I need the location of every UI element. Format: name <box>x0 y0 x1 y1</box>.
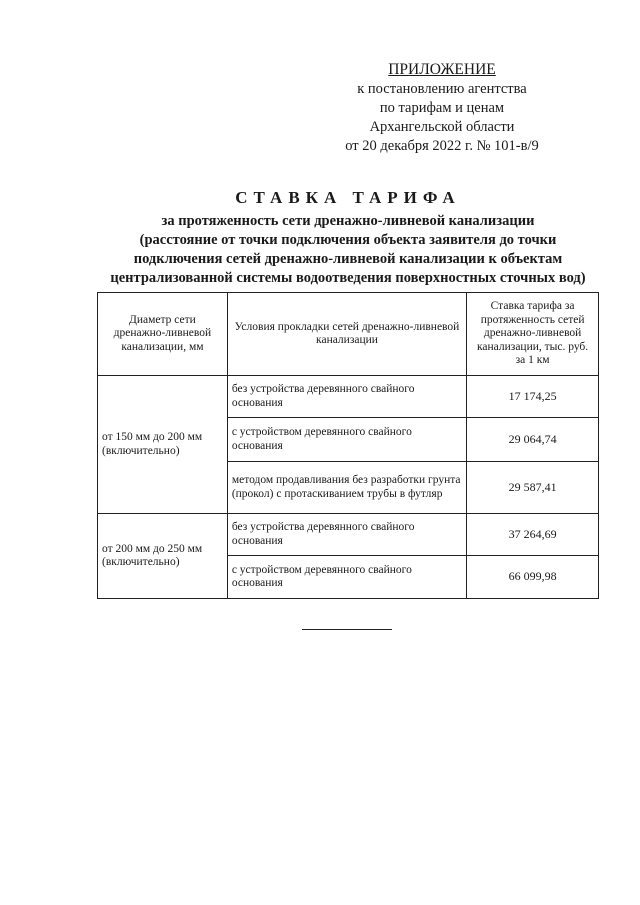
subtitle-line: (расстояние от точки подключения объекта заявителя до точки <box>139 232 557 248</box>
end-divider-line <box>302 629 392 630</box>
appendix-heading: ПРИЛОЖЕНИЕ <box>388 61 496 78</box>
header-diameter: Диаметр сети дренажно-ливневой канализации, мм <box>98 293 228 376</box>
condition-cell: без устройства деревянного свайного основания <box>227 376 466 418</box>
document-title-block <box>98 188 598 288</box>
subtitle-line: за протяженность сети дренажно-ливневой канализации <box>161 213 535 229</box>
tariff-table <box>97 292 599 599</box>
rate-cell: 37 264,69 <box>467 514 599 556</box>
subtitle-line: подключения сетей дренажно-ливневой канализации к объектам <box>133 251 563 267</box>
condition-cell: с устройством деревянного свайного основания <box>227 556 466 599</box>
condition-cell: методом продавливания без разработки грунта (прокол) с протаскиванием трубы в футляр <box>227 462 466 514</box>
diameter-cell: от 150 мм до 200 мм (включительно) <box>98 376 228 514</box>
appendix-date-line: от 20 декабря 2022 г. № 101-в/9 <box>345 138 539 154</box>
table-row <box>98 376 599 418</box>
header-conditions: Условия прокладки сетей дренажно-ливневой канализации <box>227 293 466 376</box>
appendix-line: по тарифам и ценам <box>379 100 505 116</box>
rate-cell: 29 064,74 <box>467 418 599 462</box>
diameter-cell: от 200 мм до 250 мм (включительно) <box>98 514 228 599</box>
document-title: СТАВКА ТАРИФА <box>235 188 461 207</box>
table-row <box>98 514 599 556</box>
appendix-block <box>312 60 572 156</box>
rate-cell: 17 174,25 <box>467 376 599 418</box>
subtitle-line: централизованной системы водоотведения поверхностных сточных вод) <box>110 270 586 286</box>
condition-cell: с устройством деревянного свайного основания <box>227 418 466 462</box>
header-rate: Ставка тарифа за протяженность сетей дренажно-ливневой канализации, тыс. руб. за 1 км <box>467 293 599 376</box>
appendix-line: Архангельской области <box>369 119 515 135</box>
rate-cell: 29 587,41 <box>467 462 599 514</box>
condition-cell: без устройства деревянного свайного основания <box>227 514 466 556</box>
table-header-row <box>98 293 599 376</box>
rate-cell: 66 099,98 <box>467 556 599 599</box>
appendix-line: к постановлению агентства <box>357 81 527 97</box>
